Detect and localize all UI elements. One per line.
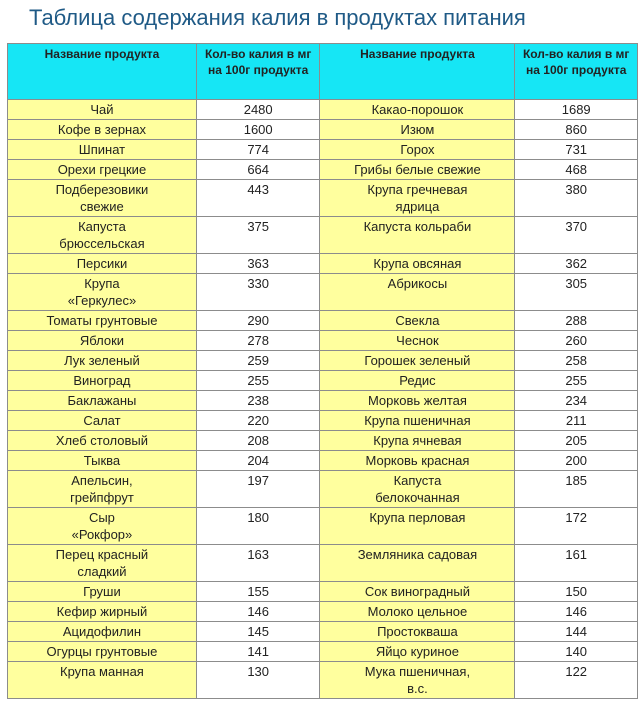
cell-text: 180: [247, 510, 270, 525]
cell-text: 150: [565, 584, 588, 599]
cell-text: Крупа пшеничная: [364, 413, 471, 428]
cell-text: Кофе в зернах: [57, 122, 146, 137]
cell-text: 258: [565, 353, 588, 368]
cell-text: ядрица: [395, 199, 440, 214]
product-name-cell: [8, 471, 196, 507]
cell-text: белокочанная: [375, 490, 460, 505]
cell-text: 234: [565, 393, 588, 408]
product-name-cell: [320, 274, 514, 310]
product-name-cell: [8, 351, 196, 370]
cell-text: Чай: [90, 102, 114, 117]
cell-text: 161: [565, 547, 588, 562]
cell-text: 860: [565, 122, 588, 137]
cell-text: 172: [565, 510, 588, 525]
cell-text: Апельсин,: [71, 473, 133, 488]
potassium-value-cell: [515, 582, 637, 601]
product-name-cell: [320, 331, 514, 350]
potassium-value-cell: [197, 120, 320, 139]
cell-text: 1600: [243, 122, 273, 137]
cell-text: Персики: [76, 256, 128, 271]
cell-text: Огурцы грунтовые: [46, 644, 158, 659]
cell-text: 155: [247, 584, 270, 599]
product-name-cell: [320, 254, 514, 273]
potassium-table-container: [7, 43, 638, 704]
cell-text: Горошек зеленый: [364, 353, 471, 368]
potassium-value-cell: [197, 508, 320, 544]
cell-text: 260: [565, 333, 588, 348]
product-name-cell: [320, 622, 514, 641]
cell-text: Чеснок: [396, 333, 439, 348]
potassium-value-cell: [515, 662, 637, 698]
cell-text: Крупа гречневая: [367, 182, 468, 197]
product-name-cell: [320, 582, 514, 601]
potassium-value-cell: [515, 120, 637, 139]
cell-text: Сок виноградный: [364, 584, 470, 599]
cell-text: 200: [565, 453, 588, 468]
header-label: Кол-во калия в мг: [204, 47, 312, 61]
potassium-value-cell: [197, 451, 320, 470]
product-name-cell: [8, 622, 196, 641]
potassium-value-cell: [515, 160, 637, 179]
product-name-cell: [320, 662, 514, 698]
product-name-cell: [320, 451, 514, 470]
product-name-cell: [320, 180, 514, 216]
cell-text: Яйцо куриное: [375, 644, 459, 659]
product-name-cell: [320, 602, 514, 621]
table-row: [8, 471, 637, 507]
product-name-cell: [320, 120, 514, 139]
table-row: [8, 120, 637, 139]
potassium-value-cell: [197, 642, 320, 661]
cell-text: 330: [247, 276, 270, 291]
potassium-value-cell: [197, 662, 320, 698]
cell-text: 146: [247, 604, 270, 619]
cell-text: грейпфрут: [70, 490, 134, 505]
product-name-cell: [320, 545, 514, 581]
product-name-cell: [320, 100, 514, 119]
cell-text: 130: [247, 664, 270, 679]
cell-text: Капуста: [393, 473, 442, 488]
table-row: [8, 371, 637, 390]
cell-text: 197: [247, 473, 270, 488]
potassium-value-cell: [515, 217, 637, 253]
cell-text: Груши: [83, 584, 121, 599]
product-name-cell: [320, 508, 514, 544]
table-row: [8, 582, 637, 601]
cell-text: 375: [247, 219, 270, 234]
product-name-cell: [8, 391, 196, 410]
potassium-value-cell: [197, 160, 320, 179]
header-label: на 100г продукта: [208, 63, 309, 77]
potassium-value-cell: [515, 371, 637, 390]
table-body: [8, 100, 637, 698]
cell-text: 163: [247, 547, 270, 562]
product-name-cell: [320, 371, 514, 390]
potassium-value-cell: [197, 622, 320, 641]
cell-text: Тыква: [83, 453, 121, 468]
cell-text: Земляника садовая: [357, 547, 478, 562]
potassium-value-cell: [197, 391, 320, 410]
potassium-value-cell: [197, 545, 320, 581]
cell-text: 220: [247, 413, 270, 428]
potassium-value-cell: [197, 411, 320, 430]
product-name-cell: [320, 431, 514, 450]
product-name-cell: [8, 431, 196, 450]
potassium-value-cell: [515, 331, 637, 350]
cell-text: 205: [565, 433, 588, 448]
cell-text: 238: [247, 393, 270, 408]
cell-text: 141: [247, 644, 270, 659]
product-name-cell: [8, 371, 196, 390]
cell-text: 122: [565, 664, 588, 679]
table-row: [8, 140, 637, 159]
potassium-value-cell: [197, 254, 320, 273]
potassium-value-cell: [515, 391, 637, 410]
potassium-value-cell: [515, 545, 637, 581]
cell-text: Шпинат: [78, 142, 126, 157]
cell-text: Капуста: [78, 219, 126, 234]
potassium-value-cell: [515, 311, 637, 330]
cell-text: 380: [565, 182, 588, 197]
cell-text: Изюм: [400, 122, 435, 137]
cell-text: Капуста кольраби: [363, 219, 472, 234]
potassium-value-cell: [515, 602, 637, 621]
cell-text: Кефир жирный: [56, 604, 148, 619]
cell-text: 288: [565, 313, 588, 328]
potassium-value-cell: [197, 274, 320, 310]
header-label: Название продукта: [360, 47, 475, 61]
potassium-value-cell: [515, 140, 637, 159]
cell-text: 305: [565, 276, 588, 291]
cell-text: свежие: [80, 199, 124, 214]
table-row: [8, 160, 637, 179]
potassium-value-cell: [197, 331, 320, 350]
cell-text: Крупа манная: [60, 664, 144, 679]
cell-text: Простокваша: [377, 624, 458, 639]
potassium-value-cell: [197, 602, 320, 621]
cell-text: 2480: [243, 102, 273, 117]
cell-text: Подберезовики: [55, 182, 149, 197]
header-potassium-right: [515, 44, 637, 99]
table-row: [8, 254, 637, 273]
table-row: [8, 451, 637, 470]
cell-text: 731: [565, 142, 588, 157]
potassium-value-cell: [515, 508, 637, 544]
header-product-name-right: [320, 44, 514, 99]
cell-text: 144: [565, 624, 588, 639]
product-name-cell: [320, 391, 514, 410]
header-potassium-left: [197, 44, 320, 99]
potassium-value-cell: [515, 254, 637, 273]
cell-text: 443: [247, 182, 270, 197]
potassium-value-cell: [197, 471, 320, 507]
cell-text: Крупа ячневая: [373, 433, 462, 448]
table-row: [8, 431, 637, 450]
product-name-cell: [8, 508, 196, 544]
product-name-cell: [8, 662, 196, 698]
potassium-value-cell: [515, 431, 637, 450]
header-label: на 100г продукта: [526, 63, 627, 77]
product-name-cell: [8, 274, 196, 310]
page-title: Таблица содержания калия в продуктах питания: [29, 5, 526, 30]
potassium-value-cell: [197, 217, 320, 253]
product-name-cell: [8, 311, 196, 330]
cell-text: 468: [565, 162, 588, 177]
product-name-cell: [8, 180, 196, 216]
potassium-value-cell: [197, 311, 320, 330]
cell-text: Мука пшеничная,: [364, 664, 471, 679]
table-row: [8, 411, 637, 430]
cell-text: «Геркулес»: [67, 293, 137, 308]
product-name-cell: [8, 217, 196, 253]
potassium-value-cell: [197, 140, 320, 159]
cell-text: брюссельская: [59, 236, 145, 251]
cell-text: Горох: [400, 142, 435, 157]
cell-text: 290: [247, 313, 270, 328]
table-row: [8, 331, 637, 350]
cell-text: 211: [565, 413, 587, 428]
table-row: [8, 545, 637, 581]
cell-text: Баклажаны: [67, 393, 137, 408]
header-label: Кол-во калия в мг: [522, 47, 630, 61]
potassium-value-cell: [515, 471, 637, 507]
potassium-table: [7, 43, 638, 699]
potassium-value-cell: [515, 274, 637, 310]
table-row: [8, 274, 637, 310]
potassium-value-cell: [197, 180, 320, 216]
potassium-value-cell: [515, 100, 637, 119]
header-product-name-left: [8, 44, 196, 99]
product-name-cell: [8, 254, 196, 273]
product-name-cell: [320, 642, 514, 661]
product-name-cell: [8, 411, 196, 430]
cell-text: Томаты грунтовые: [46, 313, 158, 328]
product-name-cell: [8, 451, 196, 470]
cell-text: Салат: [83, 413, 121, 428]
cell-text: 278: [247, 333, 270, 348]
product-name-cell: [320, 471, 514, 507]
potassium-value-cell: [197, 100, 320, 119]
cell-text: Крупа перловая: [369, 510, 466, 525]
table-row: [8, 602, 637, 621]
product-name-cell: [320, 140, 514, 159]
cell-text: «Рокфор»: [71, 527, 133, 542]
cell-text: 370: [565, 219, 588, 234]
cell-text: Крупа: [84, 276, 120, 291]
cell-text: 255: [565, 373, 588, 388]
cell-text: 145: [247, 624, 270, 639]
cell-text: 146: [565, 604, 588, 619]
product-name-cell: [8, 602, 196, 621]
cell-text: Грибы белые свежие: [354, 162, 481, 177]
cell-text: Какао-порошок: [371, 102, 464, 117]
cell-text: 208: [247, 433, 270, 448]
potassium-value-cell: [197, 582, 320, 601]
potassium-value-cell: [515, 411, 637, 430]
cell-text: 259: [247, 353, 270, 368]
product-name-cell: [8, 100, 196, 119]
table-row: [8, 351, 637, 370]
table-row: [8, 180, 637, 216]
cell-text: Сыр: [88, 510, 115, 525]
header-label: Название продукта: [44, 47, 160, 61]
table-row: [8, 217, 637, 253]
cell-text: Яблоки: [79, 333, 125, 348]
cell-text: Лук зеленый: [64, 353, 140, 368]
product-name-cell: [8, 331, 196, 350]
product-name-cell: [8, 582, 196, 601]
cell-text: Свекла: [395, 313, 440, 328]
product-name-cell: [8, 120, 196, 139]
potassium-value-cell: [515, 451, 637, 470]
cell-text: 204: [247, 453, 270, 468]
product-name-cell: [320, 411, 514, 430]
cell-text: Крупа овсяная: [373, 256, 462, 271]
product-name-cell: [320, 217, 514, 253]
table-row: [8, 642, 637, 661]
table-row: [8, 311, 637, 330]
product-name-cell: [8, 642, 196, 661]
table-row: [8, 662, 637, 698]
cell-text: 363: [247, 256, 270, 271]
table-row: [8, 391, 637, 410]
cell-text: Перец красный: [55, 547, 149, 562]
cell-text: Виноград: [73, 373, 131, 388]
potassium-value-cell: [197, 351, 320, 370]
cell-text: Орехи грецкие: [57, 162, 147, 177]
product-name-cell: [320, 351, 514, 370]
potassium-value-cell: [515, 351, 637, 370]
product-name-cell: [8, 160, 196, 179]
product-name-cell: [8, 140, 196, 159]
cell-text: 774: [247, 142, 270, 157]
cell-text: 362: [565, 256, 588, 271]
potassium-value-cell: [197, 371, 320, 390]
cell-text: 255: [247, 373, 270, 388]
cell-text: 140: [565, 644, 588, 659]
cell-text: Морковь желтая: [367, 393, 467, 408]
cell-text: Морковь красная: [365, 453, 470, 468]
potassium-value-cell: [515, 180, 637, 216]
header-row: [8, 44, 637, 99]
table-row: [8, 100, 637, 119]
product-name-cell: [320, 311, 514, 330]
product-name-cell: [320, 160, 514, 179]
potassium-value-cell: [515, 622, 637, 641]
cell-text: Ацидофилин: [62, 624, 142, 639]
cell-text: Абрикосы: [387, 276, 448, 291]
cell-text: в.с.: [407, 681, 428, 696]
cell-text: Молоко цельное: [367, 604, 468, 619]
cell-text: Редис: [399, 373, 436, 388]
cell-text: 664: [247, 162, 270, 177]
potassium-value-cell: [515, 642, 637, 661]
cell-text: сладкий: [77, 564, 127, 579]
potassium-value-cell: [197, 431, 320, 450]
table-row: [8, 622, 637, 641]
cell-text: 185: [565, 473, 588, 488]
cell-text: 1689: [561, 102, 591, 117]
table-row: [8, 508, 637, 544]
product-name-cell: [8, 545, 196, 581]
cell-text: Хлеб столовый: [55, 433, 148, 448]
